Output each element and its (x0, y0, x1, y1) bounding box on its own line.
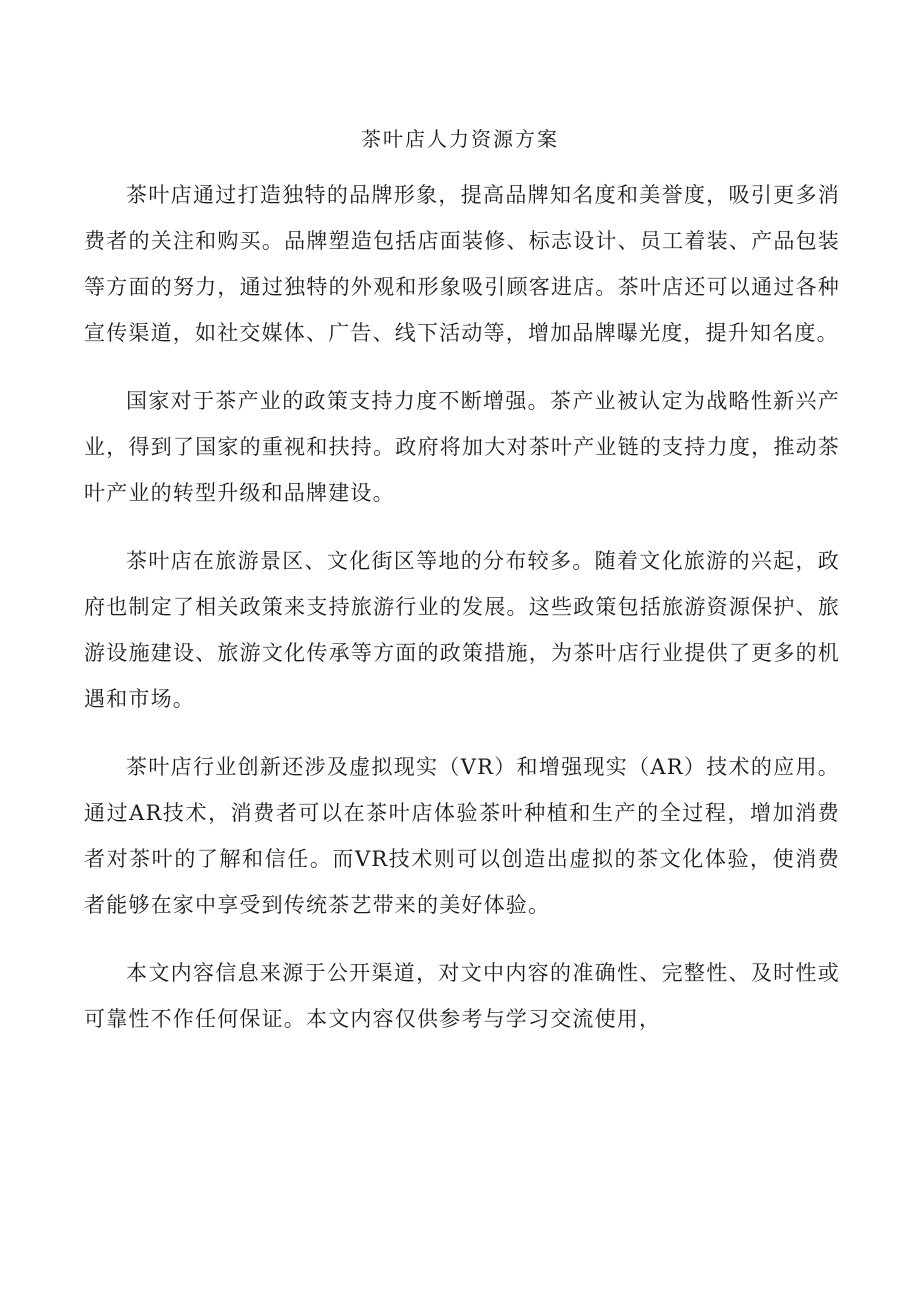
paragraph-tourism: 茶叶店在旅游景区、文化街区等地的分布较多。随着文化旅游的兴起，政府也制定了相关政策来支持旅游行业的发展。这些政策包括旅游资源保护、旅游设施建设、旅游文化传承等方面的政策措施，为茶叶店行业提供了更多的机遇和市场。 (84, 549, 840, 711)
paragraph-brand-building: 茶叶店通过打造独特的品牌形象，提高品牌知名度和美誉度，吸引更多消费者的关注和购买。品牌塑造包括店面装修、标志设计、员工着装、产品包装等方面的努力，通过独特的外观和形象吸引顾客进店。茶叶店还可以通过各种宣传渠道，如社交媒体、广告、线下活动等，增加品牌曝光度，提升知名度。 (84, 183, 840, 345)
paragraph-vr-ar-innovation: 茶叶店行业创新还涉及虚拟现实（VR）和增强现实（AR）技术的应用。通过AR技术，消费者可以在茶叶店体验茶叶种植和生产的全过程，增加消费者对茶叶的了解和信任。而VR技术则可以创造出虚拟的茶文化体验，使消费者能够在家中享受到传统茶艺带来的美好体验。 (84, 755, 840, 917)
document-title: 茶叶店人力资源方案 (361, 127, 559, 151)
document-body (84, 172, 840, 1064)
paragraph-policy-support: 国家对于茶产业的政策支持力度不断增强。茶产业被认定为战略性新兴产业，得到了国家的重视和扶持。政府将加大对茶叶产业链的支持力度，推动茶叶产业的转型升级和品牌建设。 (84, 389, 840, 505)
paragraph-disclaimer: 本文内容信息来源于公开渠道，对文中内容的准确性、完整性、及时性或可靠性不作任何保证。本文内容仅供参考与学习交流使用， (84, 961, 840, 1031)
